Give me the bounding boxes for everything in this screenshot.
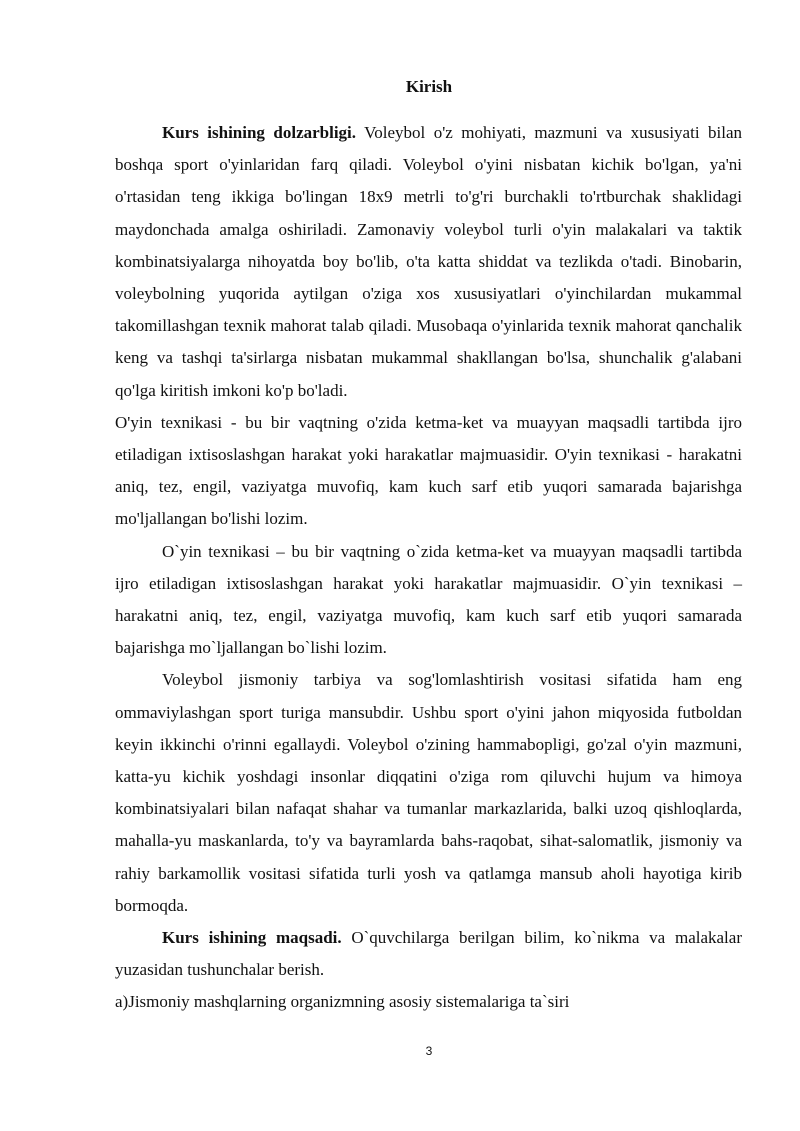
paragraph-text-goal: O`quvchilarga berilgan bilim, ko`nikma va malakalar yuzasidan tushunchalar berish. [115,928,742,980]
paragraph-technique-definition-repeat [115,536,742,665]
document-body [115,117,742,1019]
paragraph-text-volleyball-popularity: Voleybol jismoniy tarbiya va sog'lomlashtirish vositasi sifatida ham eng ommaviylashgan sport turiga mansubdir. Ushbu sport o'yini jahon miqyosida futboldan keyin ikkinchi o'rinni egallaydi. Voleybol o'zining hammabopligi, go'zal o'yin mazmuni, katta-yu kichik yoshdagi insonlar diqqatini o'ziga rom qiluvchi hujum va himoya kombinatsiyalari bilan nafaqat shahar va tumanlar markazlarida, balki uzoq qishloqlarda, mahalla-yu maskanlarda, to'y va bayramlarda bahs-raqobat, sihat-salomatlik, jismoniy va rahiy barkamollik vositasi sifatida turli yosh va qatlamga mansub aholi hayotiga kirib bormoqda. [115,670,742,915]
list-item-a [115,986,742,1018]
paragraph-lead-relevance: Kurs ishining dolzarbligi. [162,123,357,142]
paragraph-technique-definition [115,407,742,536]
paragraph-volleyball-popularity [115,664,742,922]
paragraph-relevance [115,117,742,407]
paragraph-goal [115,922,742,986]
paragraph-lead-goal: Kurs ishining maqsadi. [162,928,342,948]
page-title: Kirish [405,77,453,96]
page-number: 3 [425,1044,433,1058]
list-item-a-text: a)Jismoniy mashqlarning organizmning asosiy sistemalariga ta`siri [115,992,570,1012]
paragraph-text-relevance: Voleybol o'z mohiyati, mazmuni va xususiyati bilan boshqa sport o'yinlaridan farq qiladi. Voleybol o'yini nisbatan kichik bo'lgan, ya'ni o'rtasidan teng ikkiga bo'lingan 18x9 metrli to'g'ri burchakli to'rtburchak shaklidagi maydonchada amalga oshiriladi. Zamonaviy voleybol turli o'yin malakalari va taktik kombinatsiyalarga nihoyatda boy bo'lib, o'ta katta shiddat va tezlikda o'tadi. Binobarin, voleybolning yuqorida aytilgan o'ziga xos xususiyatlari o'yinchilardan mukammal takomillashgan texnik mahorat talab qiladi. Musobaqa o'yinlarida texnik mahorat qanchalik keng va tashqi ta'sirlarga nisbatan mukammal shakllangan bo'lsa, shunchalik g'alabani qo'lga kiritish imkoni ko'p bo'ladi. [115,123,742,400]
paragraph-text-technique-definition-repeat: O`yin texnikasi – bu bir vaqtning o`zida ketma-ket va muayyan maqsadli tartibda ijro etiladigan ixtisoslashgan harakat yoki harakatlar majmuasidir. O`yin texnikasi – harakatni aniq, tez, engil, vaziyatga muvofiq, kam kuch sarf etib yuqori samarada bajarishga mo`ljallangan bo`lishi lozim. [115,541,742,658]
paragraph-text-technique-definition: O'yin texnikasi - bu bir vaqtning o'zida ketma-ket va muayyan maqsadli tartibda ijro etiladigan ixtisoslashgan harakat yoki harakatlar majmuasidir. O'yin texnikasi - harakatni aniq, tez, engil, vaziyatga muvofiq, kam kuch sarf etib yuqori samarada bajarishga mo'ljallangan bo'lishi lozim. [115,412,742,529]
